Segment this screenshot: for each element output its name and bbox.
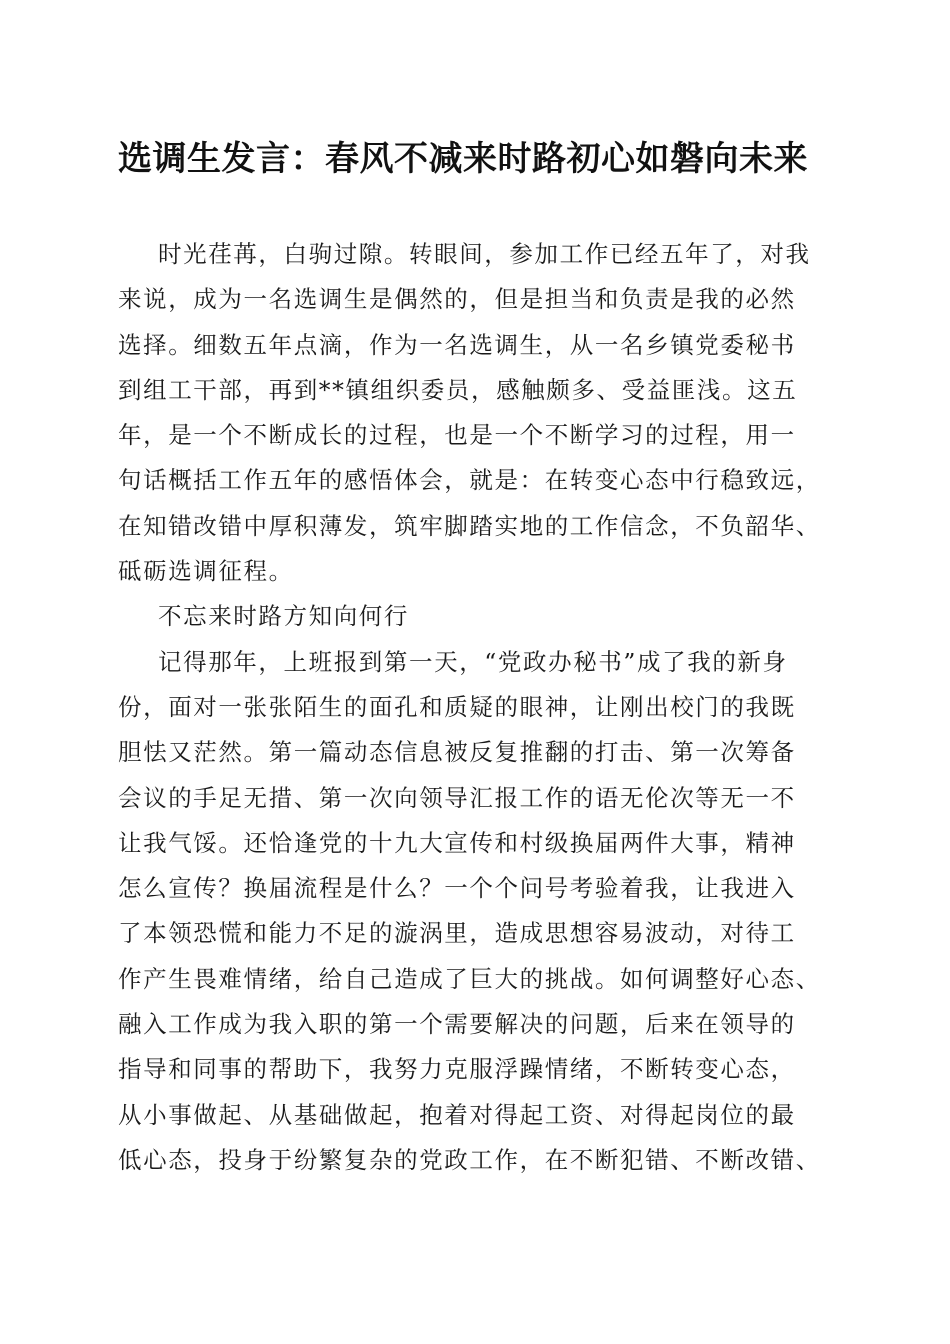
document-title: 选调生发言：春风不减来时路初心如磐向未来	[118, 139, 808, 179]
paragraph-line: 胆怯又茫然。第一篇动态信息被反复推翻的打击、第一次筹备	[118, 738, 796, 767]
document-body	[118, 232, 840, 1183]
paragraph-line: 低心态，投身于纷繁复杂的党政工作，在不断犯错、不断改错、	[118, 1145, 821, 1174]
section-heading: 不忘来时路方知向何行	[158, 602, 409, 631]
paragraph-line: 了本领恐慌和能力不足的漩涡里，造成思想容易波动，对待工	[118, 919, 796, 948]
paragraph-line: 砥砺选调征程。	[118, 557, 294, 586]
paragraph-line: 份，面对一张张陌生的面孔和质疑的眼神，让刚出校门的我既	[118, 692, 796, 721]
paragraph-line: 年，是一个不断成长的过程，也是一个不断学习的过程，用一	[118, 421, 796, 450]
paragraph-line: 选择。细数五年点滴，作为一名选调生，从一名乡镇党委秘书	[118, 330, 796, 359]
paragraph-line: 融入工作成为我入职的第一个需要解决的问题，后来在领导的	[118, 1010, 796, 1039]
paragraph-line: 记得那年，上班报到第一天，“党政办秘书”成了我的新身	[158, 647, 788, 676]
paragraph-line: 让我气馁。还恰逢党的十九大宣传和村级换届两件大事，精神	[118, 828, 796, 857]
paragraph-line: 在知错改错中厚积薄发，筑牢脚踏实地的工作信念，不负韶华、	[118, 511, 821, 540]
paragraph-line: 作产生畏难情绪，给自己造成了巨大的挑战。如何调整好心态、	[118, 964, 821, 993]
paragraph-line: 时光荏苒，白驹过隙。转眼间，参加工作已经五年了，对我	[158, 240, 811, 268]
paragraph-line: 怎么宣传？换届流程是什么？一个个问号考验着我，让我进入	[118, 874, 796, 903]
paragraph-line: 会议的手足无措、第一次向领导汇报工作的语无伦次等无一不	[118, 783, 796, 812]
paragraph-line: 来说，成为一名选调生是偶然的，但是担当和负责是我的必然	[118, 285, 796, 314]
paragraph-line: 到组工干部，再到**镇组织委员，感触颇多、受益匪浅。这五	[118, 375, 798, 404]
paragraph-line: 句话概括工作五年的感悟体会，就是：在转变心态中行稳致远，	[118, 466, 821, 495]
paragraph-line: 指导和同事的帮助下，我努力克服浮躁情绪，不断转变心态，	[118, 1055, 796, 1084]
paragraph-line: 从小事做起、从基础做起，抱着对得起工资、对得起岗位的最	[118, 1100, 796, 1129]
